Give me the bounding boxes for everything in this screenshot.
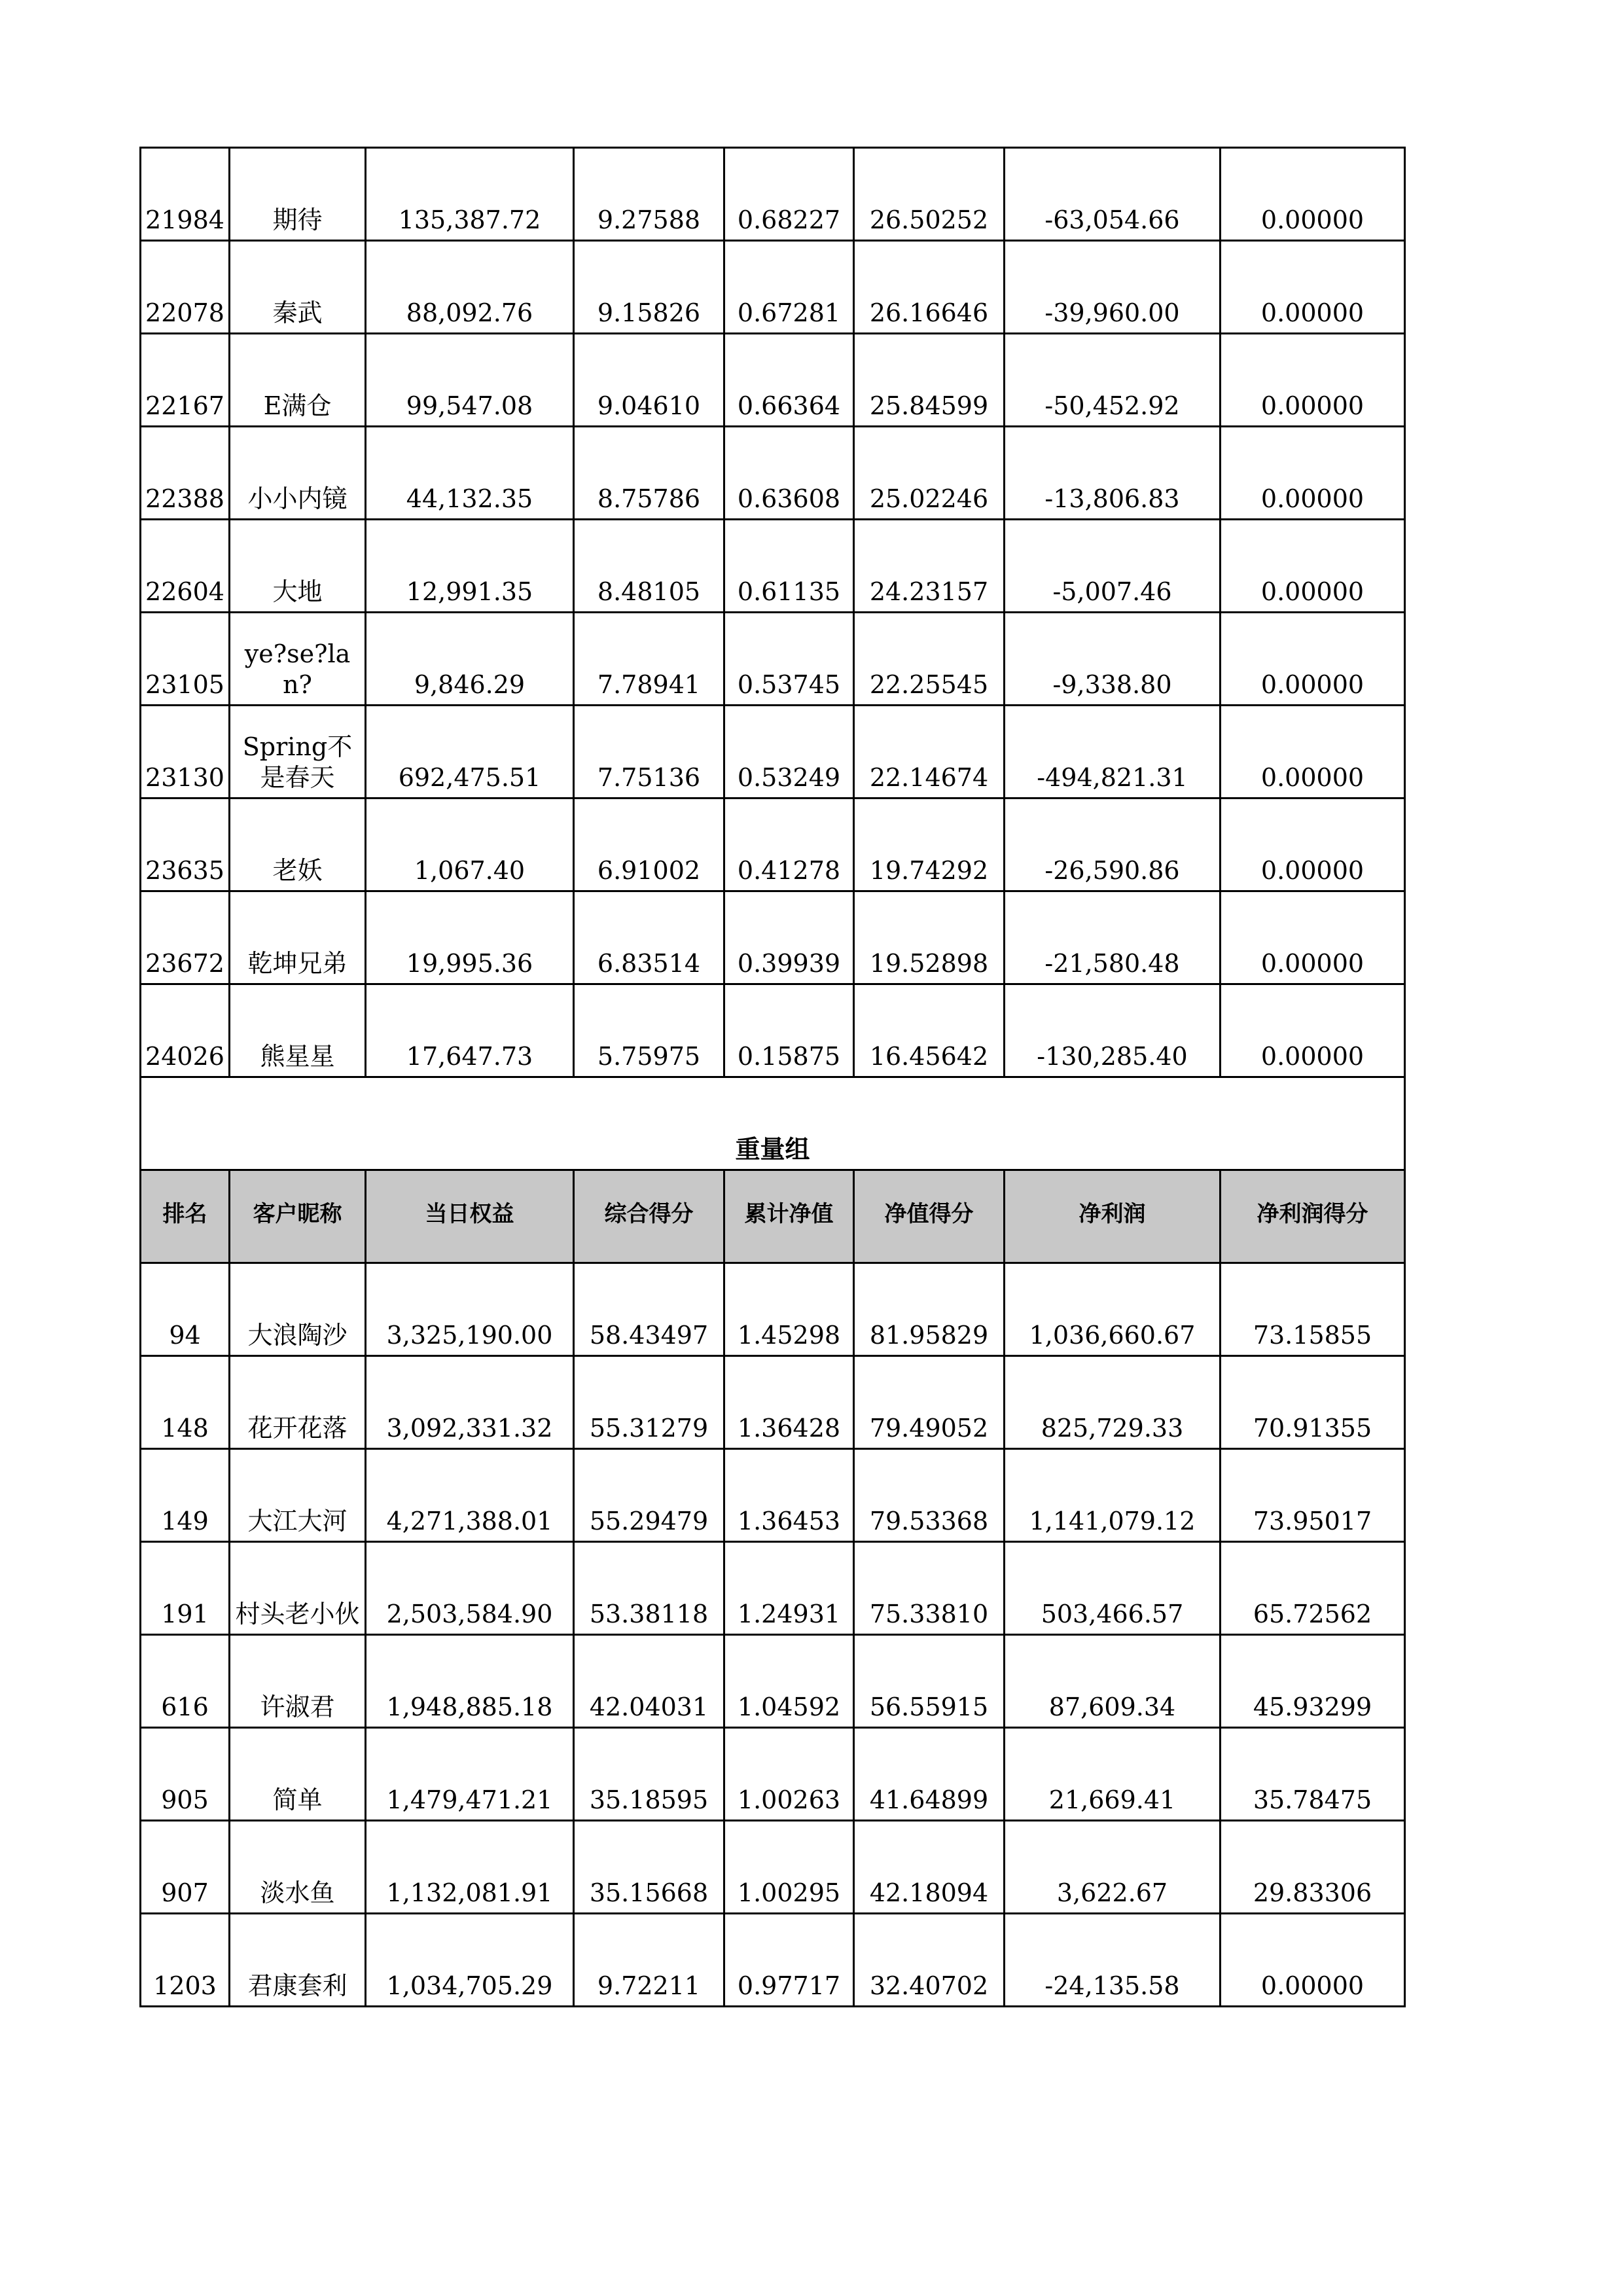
rank-cell: 1203 <box>141 1914 230 2007</box>
rank-cell: 23635 <box>141 798 230 891</box>
header-nav-score: 净值得分 <box>854 1170 1005 1263</box>
equity-cell: 1,948,885.18 <box>366 1635 574 1728</box>
net-profit-cell: -63,054.66 <box>1005 148 1221 241</box>
overall-score-cell: 53.38118 <box>574 1542 724 1635</box>
net-profit-score-cell: 0.00000 <box>1221 148 1405 241</box>
net-profit-cell: -21,580.48 <box>1005 891 1221 984</box>
nav-score-cell: 41.64899 <box>854 1728 1005 1821</box>
rank-cell: 23130 <box>141 706 230 798</box>
cumulative-nav-cell: 1.36453 <box>724 1449 854 1542</box>
net-profit-cell: 825,729.33 <box>1005 1356 1221 1449</box>
net-profit-score-cell: 0.00000 <box>1221 334 1405 427</box>
rank-cell: 23672 <box>141 891 230 984</box>
overall-score-cell: 7.78941 <box>574 613 724 706</box>
table-row <box>141 613 1405 706</box>
cumulative-nav-cell: 0.67281 <box>724 241 854 334</box>
rank-cell: 21984 <box>141 148 230 241</box>
net-profit-cell: -24,135.58 <box>1005 1914 1221 2007</box>
cumulative-nav-cell: 0.66364 <box>724 334 854 427</box>
net-profit-cell: -13,806.83 <box>1005 427 1221 520</box>
net-profit-cell: -494,821.31 <box>1005 706 1221 798</box>
net-profit-cell: 87,609.34 <box>1005 1635 1221 1728</box>
net-profit-score-cell: 73.15855 <box>1221 1263 1405 1356</box>
overall-score-cell: 9.27588 <box>574 148 724 241</box>
table-row <box>141 891 1405 984</box>
nav-score-cell: 56.55915 <box>854 1635 1005 1728</box>
header-row <box>141 1170 1405 1263</box>
nav-score-cell: 75.33810 <box>854 1542 1005 1635</box>
nav-score-cell: 25.02246 <box>854 427 1005 520</box>
overall-score-cell: 42.04031 <box>574 1635 724 1728</box>
net-profit-score-cell: 0.00000 <box>1221 1914 1405 2007</box>
nav-score-cell: 22.14674 <box>854 706 1005 798</box>
nickname-cell: 期待 <box>230 148 366 241</box>
rank-cell: 23105 <box>141 613 230 706</box>
overall-score-cell: 6.83514 <box>574 891 724 984</box>
equity-cell: 1,034,705.29 <box>366 1914 574 2007</box>
net-profit-score-cell: 0.00000 <box>1221 706 1405 798</box>
nickname-cell: Spring不是春天 <box>230 706 366 798</box>
overall-score-cell: 8.75786 <box>574 427 724 520</box>
rank-cell: 22604 <box>141 520 230 613</box>
table-row <box>141 1542 1405 1635</box>
net-profit-cell: -5,007.46 <box>1005 520 1221 613</box>
table-row <box>141 798 1405 891</box>
net-profit-cell: 503,466.57 <box>1005 1542 1221 1635</box>
table-row <box>141 148 1405 241</box>
nickname-cell: 秦武 <box>230 241 366 334</box>
net-profit-cell: -9,338.80 <box>1005 613 1221 706</box>
nickname-cell: 老妖 <box>230 798 366 891</box>
equity-cell: 2,503,584.90 <box>366 1542 574 1635</box>
nickname-cell: 小小内镜 <box>230 427 366 520</box>
equity-cell: 44,132.35 <box>366 427 574 520</box>
nav-score-cell: 16.45642 <box>854 984 1005 1077</box>
nav-score-cell: 22.25545 <box>854 613 1005 706</box>
nickname-cell: 熊星星 <box>230 984 366 1077</box>
nickname-cell: E满仓 <box>230 334 366 427</box>
header-cumulative-nav: 累计净值 <box>724 1170 854 1263</box>
rank-cell: 24026 <box>141 984 230 1077</box>
net-profit-score-cell: 65.72562 <box>1221 1542 1405 1635</box>
table-row <box>141 984 1405 1077</box>
overall-score-cell: 55.31279 <box>574 1356 724 1449</box>
net-profit-score-cell: 0.00000 <box>1221 984 1405 1077</box>
net-profit-score-cell: 0.00000 <box>1221 798 1405 891</box>
net-profit-score-cell: 45.93299 <box>1221 1635 1405 1728</box>
upper-group-rows <box>141 148 1405 1077</box>
nav-score-cell: 26.50252 <box>854 148 1005 241</box>
table-row <box>141 1914 1405 2007</box>
equity-cell: 88,092.76 <box>366 241 574 334</box>
header-net-profit-score: 净利润得分 <box>1221 1170 1405 1263</box>
nickname-cell: 大地 <box>230 520 366 613</box>
nickname-cell: 花开花落 <box>230 1356 366 1449</box>
nav-score-cell: 25.84599 <box>854 334 1005 427</box>
equity-cell: 135,387.72 <box>366 148 574 241</box>
equity-cell: 19,995.36 <box>366 891 574 984</box>
net-profit-cell: 1,036,660.67 <box>1005 1263 1221 1356</box>
rank-cell: 905 <box>141 1728 230 1821</box>
equity-cell: 4,271,388.01 <box>366 1449 574 1542</box>
table-row <box>141 427 1405 520</box>
equity-cell: 17,647.73 <box>366 984 574 1077</box>
net-profit-cell: 3,622.67 <box>1005 1821 1221 1914</box>
nickname-cell: 简单 <box>230 1728 366 1821</box>
nav-score-cell: 32.40702 <box>854 1914 1005 2007</box>
rank-cell: 907 <box>141 1821 230 1914</box>
equity-cell: 3,325,190.00 <box>366 1263 574 1356</box>
header-nickname: 客户昵称 <box>230 1170 366 1263</box>
net-profit-cell: 21,669.41 <box>1005 1728 1221 1821</box>
table-row <box>141 1821 1405 1914</box>
table-row <box>141 706 1405 798</box>
overall-score-cell: 8.48105 <box>574 520 724 613</box>
nav-score-cell: 81.95829 <box>854 1263 1005 1356</box>
section-title: 重量组 <box>141 1077 1405 1170</box>
overall-score-cell: 9.04610 <box>574 334 724 427</box>
nickname-cell: 乾坤兄弟 <box>230 891 366 984</box>
nav-score-cell: 24.23157 <box>854 520 1005 613</box>
equity-cell: 1,479,471.21 <box>366 1728 574 1821</box>
cumulative-nav-cell: 1.45298 <box>724 1263 854 1356</box>
net-profit-score-cell: 0.00000 <box>1221 427 1405 520</box>
overall-score-cell: 5.75975 <box>574 984 724 1077</box>
rank-cell: 616 <box>141 1635 230 1728</box>
overall-score-cell: 35.15668 <box>574 1821 724 1914</box>
rank-cell: 94 <box>141 1263 230 1356</box>
table-row <box>141 1635 1405 1728</box>
nav-score-cell: 19.74292 <box>854 798 1005 891</box>
cumulative-nav-cell: 0.53745 <box>724 613 854 706</box>
cumulative-nav-cell: 0.39939 <box>724 891 854 984</box>
equity-cell: 99,547.08 <box>366 334 574 427</box>
overall-score-cell: 55.29479 <box>574 1449 724 1542</box>
net-profit-score-cell: 0.00000 <box>1221 891 1405 984</box>
rank-cell: 22167 <box>141 334 230 427</box>
overall-score-cell: 7.75136 <box>574 706 724 798</box>
table-row <box>141 241 1405 334</box>
net-profit-score-cell: 0.00000 <box>1221 613 1405 706</box>
net-profit-cell: -39,960.00 <box>1005 241 1221 334</box>
net-profit-cell: -130,285.40 <box>1005 984 1221 1077</box>
cumulative-nav-cell: 1.24931 <box>724 1542 854 1635</box>
cumulative-nav-cell: 0.68227 <box>724 148 854 241</box>
cumulative-nav-cell: 0.15875 <box>724 984 854 1077</box>
cumulative-nav-cell: 0.53249 <box>724 706 854 798</box>
cumulative-nav-cell: 1.04592 <box>724 1635 854 1728</box>
cumulative-nav-cell: 1.36428 <box>724 1356 854 1449</box>
nickname-cell: 淡水鱼 <box>230 1821 366 1914</box>
net-profit-score-cell: 73.95017 <box>1221 1449 1405 1542</box>
cumulative-nav-cell: 0.61135 <box>724 520 854 613</box>
equity-cell: 12,991.35 <box>366 520 574 613</box>
rank-cell: 149 <box>141 1449 230 1542</box>
equity-cell: 9,846.29 <box>366 613 574 706</box>
cumulative-nav-cell: 0.41278 <box>724 798 854 891</box>
nickname-cell: 许淑君 <box>230 1635 366 1728</box>
nav-score-cell: 26.16646 <box>854 241 1005 334</box>
net-profit-cell: -26,590.86 <box>1005 798 1221 891</box>
net-profit-score-cell: 35.78475 <box>1221 1728 1405 1821</box>
table-row <box>141 334 1405 427</box>
table-row <box>141 1728 1405 1821</box>
nickname-cell: 大江大河 <box>230 1449 366 1542</box>
header-overall-score: 综合得分 <box>574 1170 724 1263</box>
equity-cell: 692,475.51 <box>366 706 574 798</box>
rank-cell: 22078 <box>141 241 230 334</box>
net-profit-score-cell: 70.91355 <box>1221 1356 1405 1449</box>
table-row <box>141 520 1405 613</box>
net-profit-cell: -50,452.92 <box>1005 334 1221 427</box>
nav-score-cell: 19.52898 <box>854 891 1005 984</box>
header-equity: 当日权益 <box>366 1170 574 1263</box>
rank-cell: 22388 <box>141 427 230 520</box>
nav-score-cell: 79.49052 <box>854 1356 1005 1449</box>
overall-score-cell: 35.18595 <box>574 1728 724 1821</box>
ranking-table <box>139 147 1406 2007</box>
nav-score-cell: 79.53368 <box>854 1449 1005 1542</box>
cumulative-nav-cell: 0.63608 <box>724 427 854 520</box>
header-net-profit: 净利润 <box>1005 1170 1221 1263</box>
table-row <box>141 1449 1405 1542</box>
heavyweight-group-rows <box>141 1263 1405 2007</box>
net-profit-score-cell: 29.83306 <box>1221 1821 1405 1914</box>
section-title-row <box>141 1077 1405 1170</box>
equity-cell: 3,092,331.32 <box>366 1356 574 1449</box>
nickname-cell: ye?se?lan? <box>230 613 366 706</box>
overall-score-cell: 6.91002 <box>574 798 724 891</box>
nav-score-cell: 42.18094 <box>854 1821 1005 1914</box>
cumulative-nav-cell: 0.97717 <box>724 1914 854 2007</box>
header-rank: 排名 <box>141 1170 230 1263</box>
cumulative-nav-cell: 1.00295 <box>724 1821 854 1914</box>
rank-cell: 191 <box>141 1542 230 1635</box>
nickname-cell: 大浪陶沙 <box>230 1263 366 1356</box>
net-profit-score-cell: 0.00000 <box>1221 241 1405 334</box>
overall-score-cell: 9.15826 <box>574 241 724 334</box>
nickname-cell: 村头老小伙 <box>230 1542 366 1635</box>
overall-score-cell: 58.43497 <box>574 1263 724 1356</box>
net-profit-cell: 1,141,079.12 <box>1005 1449 1221 1542</box>
nickname-cell: 君康套利 <box>230 1914 366 2007</box>
net-profit-score-cell: 0.00000 <box>1221 520 1405 613</box>
overall-score-cell: 9.72211 <box>574 1914 724 2007</box>
cumulative-nav-cell: 1.00263 <box>724 1728 854 1821</box>
equity-cell: 1,132,081.91 <box>366 1821 574 1914</box>
equity-cell: 1,067.40 <box>366 798 574 891</box>
rank-cell: 148 <box>141 1356 230 1449</box>
table-row <box>141 1263 1405 1356</box>
table-row <box>141 1356 1405 1449</box>
